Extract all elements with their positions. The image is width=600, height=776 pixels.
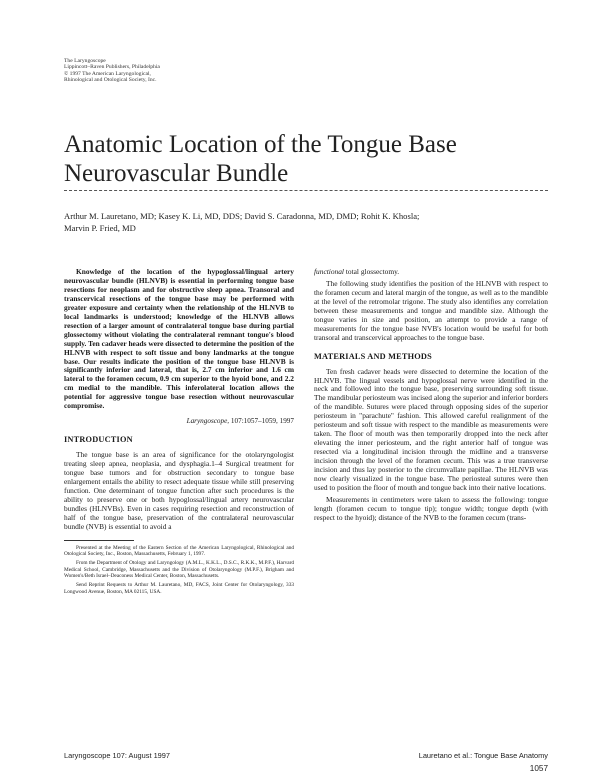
footnote-divider bbox=[64, 540, 134, 541]
footnote-affiliation: From the Department of Otology and Laryngology (A.M.L., K.K.L., D.S.C., R.K.K., M.P.F.), Harvard Medical School, Cambridge, Massachusetts and the Division of Otolaryngology (M.P.F.), Brigham and Women's/Beth Israel–Deaconess Medical Center, Boston, Massachusetts. bbox=[64, 560, 294, 579]
methods-paragraph-2: Measurements in centimeters were taken to assess the following: tongue length (foramen cecum to tongue tip); tongue width; tongue depth (with respect to the hyoid); distance of the NVB to the foramen cecum (trans- bbox=[314, 494, 548, 522]
article-title bbox=[64, 130, 544, 188]
author-list bbox=[64, 210, 548, 234]
introduction-paragraph-2: The following study identifies the position of the HLNVB with respect to the foramen cecum and lateral margin of the tongue, as well as to the mandible at the level of the retromolar trigone. The study also identifies any correlation between these measurements and tongue and mandible size. Although the tongue varies in size and position, an attempt to provide a range of measurements for the tongue base NVB's location would be useful for both transoral and transcervical approaches to the tongue base. bbox=[314, 278, 548, 342]
citation-ref: 107:1057–1059, 1997 bbox=[230, 417, 294, 426]
masthead-line: Rhinological and Otological Society, Inc. bbox=[64, 77, 157, 84]
abstract-text: Knowledge of the location of the hypoglossal/lingual artery neurovascular bundle (HLNVB) is essential in performing tongue base resections for neoplasm and for obstructive sleep apnea. Transoral and transcervical resections of the tongue base may be performed with greater exposure and certainty when the relationship of the HLNVB to local landmarks is understood; knowledge of the HLNVB allows resection of a larger amount of contralateral tongue base during partial glossectomy without violating the contralateral remnant tongue's blood supply. Ten cadaver heads were dissected to determine the position of the HLNVB with respect to soft tissue and bony landmarks at the tongue base. Our results indicate the position of the tongue base HLNVB is significantly inferior and lateral, that is, 2.7 cm inferior and 1.6 cm lateral to the foramen cecum, 0.9 cm superior to the hyoid bone, and 2.2 cm medial to the mandible. This inferolateral location allows the potential for aggressive tongue base resection without neurovascular compromise. bbox=[64, 267, 294, 411]
footer-journal-issue: Laryngoscope 107: August 1997 bbox=[64, 751, 171, 760]
abstract-citation bbox=[64, 417, 294, 426]
title-line-1: Anatomic Location of the Tongue Base bbox=[64, 131, 457, 158]
footnote-reprints: Send Reprint Requests to Arthur M. Lauretano, MD, FACS, Joint Center for Otolaryngology, 333 Longwood Avenue, Boston, MA 02115, USA. bbox=[64, 582, 294, 595]
introduction-paragraph-1-cont bbox=[314, 268, 548, 277]
page-number: 1057 bbox=[529, 764, 548, 773]
masthead-line: Lippincott–Raven Publishers, Philadelphia bbox=[64, 64, 160, 71]
methods-paragraph-1: Ten fresh cadaver heads were dissected to determine the location of the HLNVB. The lingual vessels and hypoglossal nerve were identified in the neck and followed into the tongue base, preserving surrounding soft tissue. The mandibular periosteum was incised along the superior and inferior borders of the mandible. Sutures were placed through opposing sides of the superior periosteum in "parachute" fashion. This allowed careful realignment of the periosteum and soft tissue with respect to the mandible as measurements were taken. The floor of mouth was then temporarily dropped into the neck after elevating the inner periosteum, and the right anterior half of tongue was resected via a longitudinal incision through the midline and a transverse incision through the level of the foramen cecum. This was a true transverse incision and thus lay posterior to the circumvallate papillae. The HLNVB was now clearly visualized in the tongue base. The periosteal sutures were then used to position the floor of mouth and tongue back into their native locations. bbox=[314, 366, 548, 492]
left-column bbox=[64, 268, 294, 598]
authors-line-2: Marvin P. Fried, MD bbox=[64, 223, 136, 233]
title-line-2: Neurovascular Bundle bbox=[64, 160, 289, 187]
right-column bbox=[314, 268, 548, 526]
masthead-line: © 1997 The American Laryngological, bbox=[64, 70, 151, 77]
intro-para1-end: total glossectomy. bbox=[345, 267, 400, 276]
citation-journal: Laryngoscope, bbox=[186, 417, 230, 426]
introduction-heading: INTRODUCTION bbox=[64, 435, 133, 445]
footer-running-head: Lauretano et al.: Tongue Base Anatomy bbox=[418, 751, 548, 760]
intro-para1-body: The tongue base is an area of significance for the otolaryngologist treating sleep apnea, neoplasia, and dysphagia.1–4 Surgical treatment for tongue base tumors and for obstruction secondary to tongue base enlargement entails the ability to resect adequate tissue while still preserving function. One determinant of tongue function after such procedures is the ability to preserve one or both hypoglossal/lingual artery neurovascular bundles (HLNVBs). Even in cases requiring resection and reconstruction of half of the tongue base, preservation of the contralateral neurovascular bundle (NVB) is essential to avoid a bbox=[64, 450, 294, 531]
journal-masthead bbox=[64, 58, 364, 84]
footnote-presentation: Presented at the Meeting of the Eastern Section of the American Laryngological, Rhinological and Otological Society, Inc., Boston, Massachusetts, February 1, 1997. bbox=[64, 544, 294, 558]
intro-italic-word: functional bbox=[314, 267, 344, 276]
title-divider bbox=[64, 190, 548, 191]
introduction-paragraph-1 bbox=[64, 451, 294, 532]
methods-heading: MATERIALS AND METHODS bbox=[314, 351, 432, 361]
masthead-line: The Laryngoscope bbox=[64, 58, 106, 64]
authors-line-1: Arthur M. Lauretano, MD; Kasey K. Li, MD, DDS; David S. Caradonna, MD, DMD; Rohit K. Khosla; bbox=[64, 211, 420, 221]
